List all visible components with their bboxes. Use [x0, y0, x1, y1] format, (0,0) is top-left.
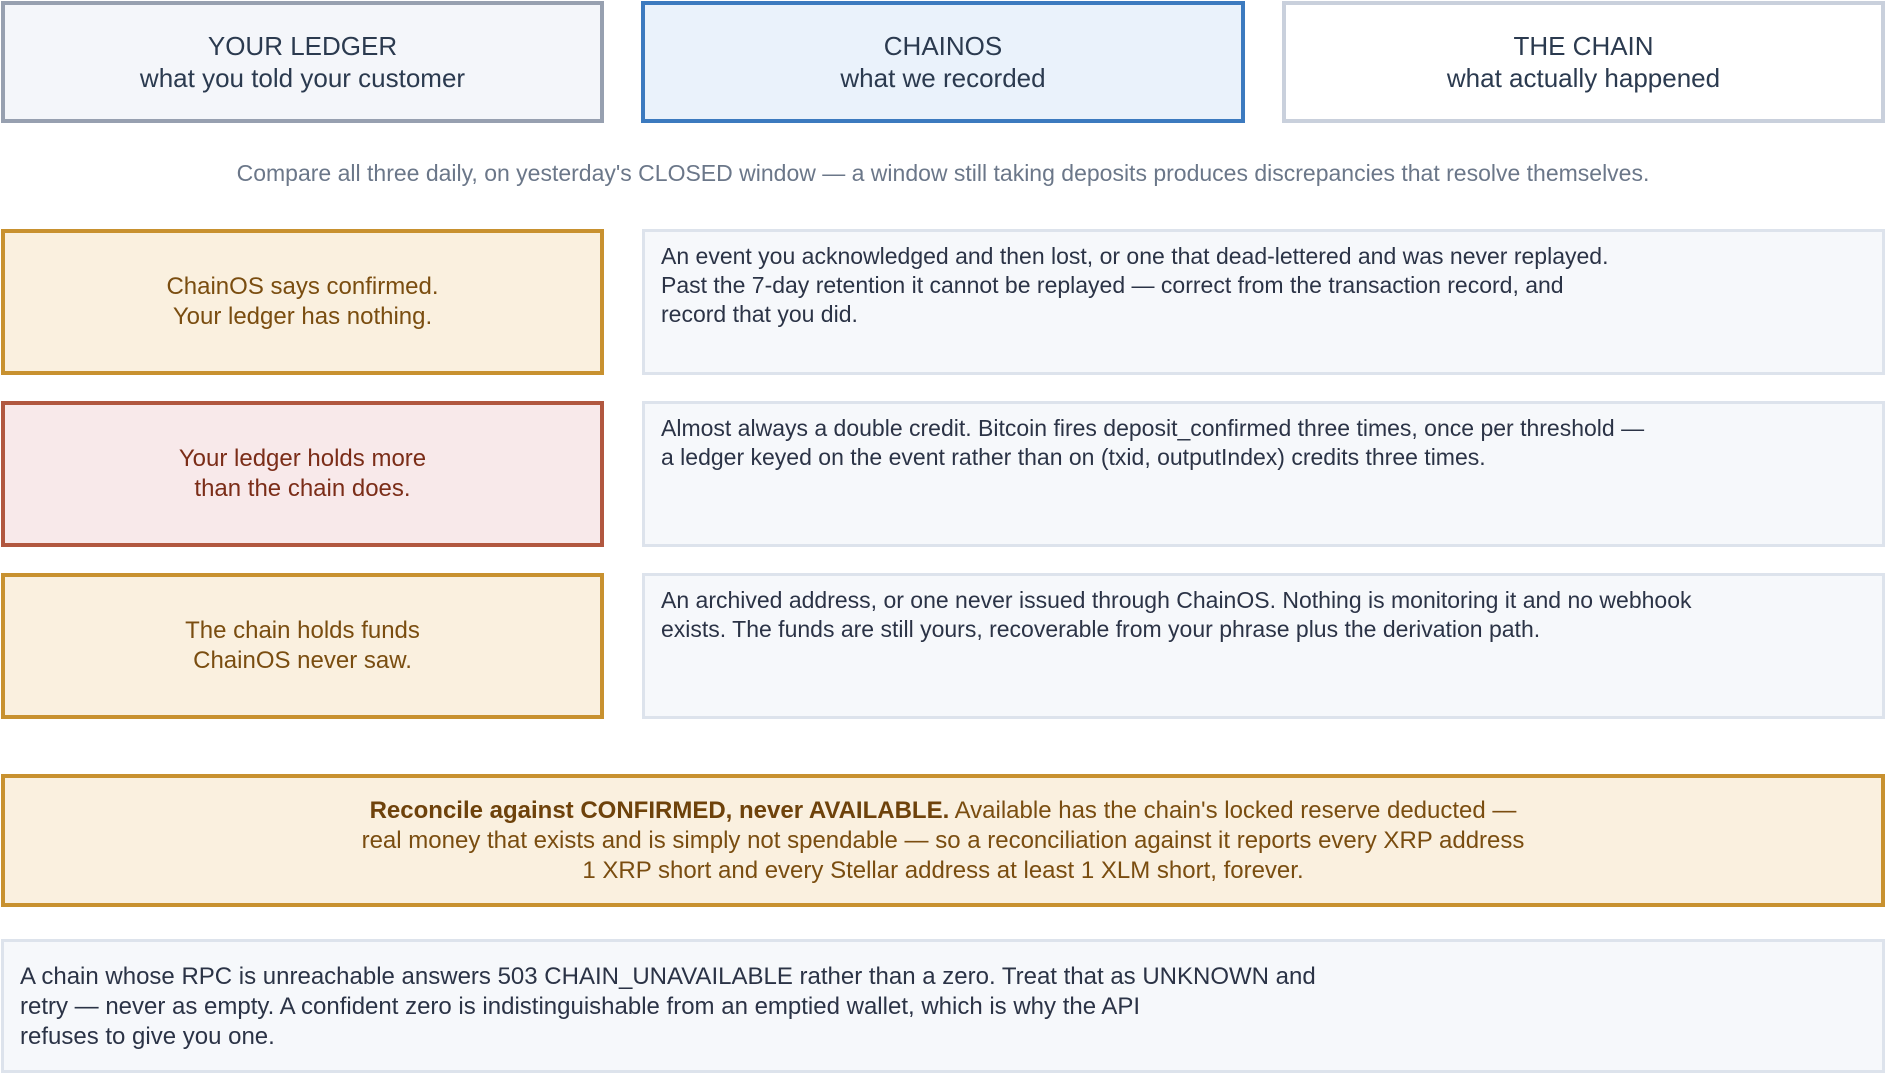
case-chain-unseen-funds [1, 573, 604, 719]
chainos-subtitle: what we recorded [840, 63, 1046, 93]
callout-line: real money that exists and is simply not spendable — so a reconciliation against it reports every XRP address [361, 826, 1525, 854]
your-ledger-subtitle: what you told your customer [139, 63, 466, 93]
callout-line [370, 796, 1517, 826]
explanation-line: An event you acknowledged and then lost, or one that dead-lettered and was never replayed. [661, 243, 1609, 269]
case-condition-line: Your ledger has nothing. [172, 303, 433, 330]
chainos-header [641, 1, 1245, 123]
case-confirmed-no-ledger [1, 229, 604, 375]
explanation-line: An archived address, or one never issued through ChainOS. Nothing is monitoring it and no webhook [661, 587, 1692, 613]
rpc-note-line: retry — never as empty. A confident zero is indistinguishable from an emptied wallet, which is why the API [20, 993, 1141, 1020]
callout-emphasis: Reconcile against CONFIRMED, never AVAILABLE. [369, 796, 950, 824]
compare-note: Compare all three daily, on yesterday's CLOSED window — a window still taking deposits produces discrepancies that resolve themselves. [236, 160, 1650, 186]
case-condition-line: The chain holds funds [185, 617, 420, 644]
case-condition-line: ChainOS says confirmed. [166, 273, 439, 300]
explanation-line: Almost always a double credit. Bitcoin fires deposit_confirmed three times, once per threshold — [661, 415, 1645, 441]
callout-line: 1 XRP short and every Stellar address at least 1 XLM short, forever. [582, 856, 1304, 884]
case-condition-line: ChainOS never saw. [193, 647, 412, 674]
rpc-note-line: refuses to give you one. [20, 1023, 275, 1050]
your-ledger-header [1, 1, 604, 123]
case-explanation-lost-event [642, 229, 1885, 375]
explanation-line: a ledger keyed on the event rather than on (txid, outputIndex) credits three times. [661, 444, 1486, 470]
case-explanation-double-credit [642, 401, 1885, 547]
the-chain-title: THE CHAIN [1513, 31, 1654, 61]
your-ledger-title: YOUR LEDGER [207, 31, 398, 61]
reconcile-callout [1, 774, 1885, 907]
rpc-note-line: A chain whose RPC is unreachable answers 503 CHAIN_UNAVAILABLE rather than a zero. Treat that as UNKNOWN and [20, 963, 1316, 990]
the-chain-subtitle: what actually happened [1446, 63, 1721, 93]
explanation-line: record that you did. [661, 301, 858, 327]
the-chain-header [1282, 1, 1885, 123]
explanation-line: exists. The funds are still yours, recoverable from your phrase plus the derivation path. [661, 616, 1541, 642]
rpc-unavailable-note [1, 939, 1885, 1073]
explanation-line: Past the 7-day retention it cannot be replayed — correct from the transaction record, and [661, 272, 1564, 298]
case-ledger-exceeds-chain [1, 401, 604, 547]
chainos-title: CHAINOS [883, 31, 1003, 61]
case-condition-line: Your ledger holds more [178, 445, 427, 472]
case-explanation-archived-address [642, 573, 1885, 719]
callout-line-rest: Available has the chain's locked reserve deducted — [949, 796, 1517, 824]
case-condition-line: than the chain does. [194, 475, 411, 502]
